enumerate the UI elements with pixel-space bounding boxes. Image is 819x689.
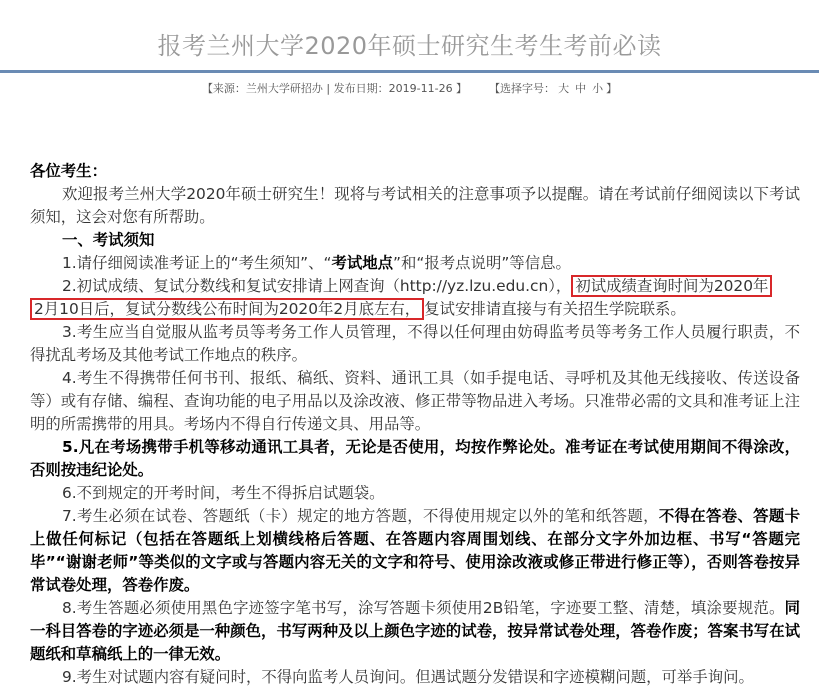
notice-item-5 bbox=[30, 436, 800, 482]
section-heading: 一、考试须知 bbox=[62, 231, 155, 249]
notice-item-4: 4.考生不得携带任何书刊、报纸、稿纸、资料、通讯工具（如手提电话、寻呼机及其他无线接收、传送设备等）或有存储、编程、查询功能的电子用品以及涂改液、修正带等物品进入考场。只准带必需的文具和准考证上注明的所需携带的用具。考场内不得自行传递文具、用品等。 bbox=[30, 369, 800, 433]
item1-text-bold: 考试地点 bbox=[331, 254, 394, 272]
item1-text-c: ”和“报考点说明”等信息。 bbox=[393, 254, 571, 272]
article-meta-bar bbox=[0, 80, 819, 96]
greeting: 各位考生： bbox=[30, 162, 107, 180]
notice-item-9: 9.考生对试题内容有疑问时，不得向监考人员询问。但遇试题分发错误和字迹模糊问题，可举手询问。 bbox=[62, 668, 754, 686]
item2-text-c: 复试安排请直接与有关招生学院联系。 bbox=[424, 300, 686, 318]
source-date-info: 【来源：兰州大学研招办 | 发布日期：2019-11-26 】 bbox=[201, 82, 468, 95]
item7-text-bold: 不得在答卷、答题卡上做任何标记（包括在答题纸上划横线格后答题、在答题内容周围划线、在部分文字外加边框、书写“答题完毕”“谢谢老师”等类似的文字或与答题内容无关的文字和符号、使用涂改液或修正带进行修正等），否则答卷按异常试卷处理，答卷作废。 bbox=[30, 507, 800, 594]
title-divider bbox=[0, 70, 819, 73]
notice-item-7 bbox=[30, 505, 800, 597]
font-size-medium-link[interactable]: 中 bbox=[575, 82, 587, 95]
font-size-label: 【选择字号： bbox=[489, 82, 556, 95]
item5-text-bold: 5.凡在考场携带手机等移动通讯工具者，无论是否使用，均按作弊论处。准考证在考试使用期间不得涂改，否则按违纪论处。 bbox=[30, 438, 800, 479]
notice-item-3: 3.考生应当自觉服从监考员等考务工作人员管理，不得以任何理由妨碍监考员等考务工作人员履行职责，不得扰乱考场及其他考试工作地点的秩序。 bbox=[30, 323, 800, 364]
notice-item-1 bbox=[30, 252, 800, 275]
item8-text-a: 8.考生答题必须使用黑色字迹签字笔书写，涂写答题卡须使用2B铅笔，字迹要工整、清楚，填涂要规范。 bbox=[62, 599, 785, 617]
intro-paragraph: 欢迎报考兰州大学2020年硕士研究生！现将与考试相关的注意事项予以提醒。请在考试前仔细阅读以下考试须知，这会对您有所帮助。 bbox=[30, 185, 800, 226]
item2-text-a: 2.初试成绩、复试分数线和复试安排请上网查询（http://yz.lzu.edu.cn）， bbox=[62, 277, 572, 295]
highlight-box-1: 初试成绩查询时间为2020年 bbox=[571, 275, 772, 297]
notice-item-6: 6.不到规定的开考时间，考生不得拆启试题袋。 bbox=[62, 484, 385, 502]
article-body bbox=[30, 160, 800, 689]
highlight-box-2: 2月10日后，复试分数线公布时间为2020年2月底左右， bbox=[30, 298, 424, 320]
font-size-label-close: 】 bbox=[606, 82, 618, 95]
notice-item-2 bbox=[30, 275, 800, 321]
notice-item-8 bbox=[30, 597, 800, 666]
item1-text-a: 1.请仔细阅读准考证上的“考生须知”、“ bbox=[62, 254, 332, 272]
item7-text-a: 7.考生必须在试卷、答题纸（卡）规定的地方答题，不得使用规定以外的笔和纸答题， bbox=[62, 507, 659, 525]
page-title: 报考兰州大学2020年硕士研究生考生考前必读 bbox=[157, 32, 662, 60]
font-size-small-link[interactable]: 小 bbox=[592, 82, 604, 95]
item8-text-bold: 同一科目答卷的字迹必须是一种颜色，书写两种及以上颜色字迹的试卷，按异常试卷处理，答卷作废；答案书写在试题纸和草稿纸上的一律无效。 bbox=[30, 599, 800, 663]
font-size-large-link[interactable]: 大 bbox=[558, 82, 570, 95]
